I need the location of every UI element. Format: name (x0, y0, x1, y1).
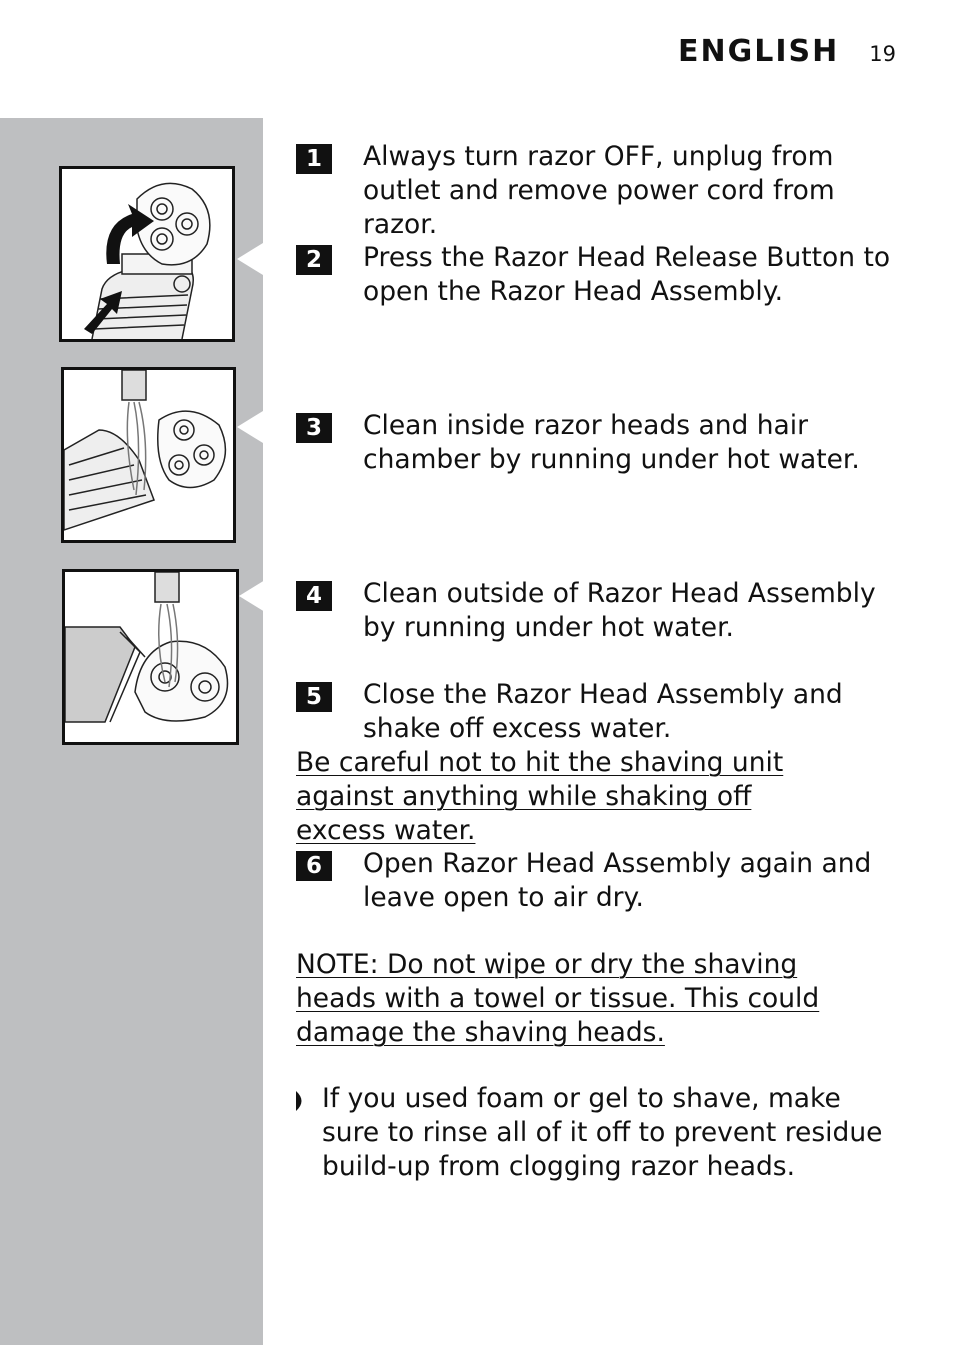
step-4 (296, 577, 906, 645)
note-text: NOTE: Do not wipe or dry the shaving heads with a towel or tissue. This could damage the shaving heads. (296, 949, 820, 1048)
step-number: 2 (296, 245, 332, 275)
step-text: Open Razor Head Assembly again and leave open to air dry. (363, 848, 872, 913)
step-6 (296, 847, 906, 915)
tip-bullet (296, 1082, 906, 1184)
page-header (678, 34, 896, 69)
step-text: Close the Razor Head Assembly and shake off excess water. (363, 679, 843, 744)
step-text: Clean inside razor heads and hair chamber by running under hot water. (363, 410, 860, 475)
rinse-inside-heads-illustration (61, 367, 236, 543)
figure-pointer (237, 411, 263, 443)
page-number: 19 (869, 42, 896, 66)
step-number: 4 (296, 581, 332, 611)
step-text: Clean outside of Razor Head Assembly by running under hot water. (363, 578, 876, 643)
step-number: 5 (296, 682, 332, 712)
step-1 (296, 140, 906, 242)
figure-pointer (239, 580, 265, 612)
step-number: 3 (296, 413, 332, 443)
figure-pointer (237, 243, 263, 275)
step-number: 6 (296, 851, 332, 881)
step-2 (296, 241, 906, 309)
section-language: ENGLISH (678, 34, 840, 69)
caution-text: Be careful not to hit the shaving unit against anything while shaking off excess water. (296, 747, 784, 846)
step-5 (296, 678, 906, 746)
rinse-outside-heads-illustration (62, 569, 239, 745)
razor-head-release-illustration (59, 166, 235, 342)
step-number: 1 (296, 144, 332, 174)
step-text: Always turn razor OFF, unplug from outlet and remove power cord from razor. (363, 141, 835, 240)
tip-text: If you used foam or gel to shave, make sure to rinse all of it off to prevent residue build-up from clogging razor heads. (322, 1083, 883, 1182)
bullet-icon (296, 1091, 307, 1111)
step-3 (296, 409, 906, 477)
step-text: Press the Razor Head Release Button to open the Razor Head Assembly. (363, 242, 891, 307)
